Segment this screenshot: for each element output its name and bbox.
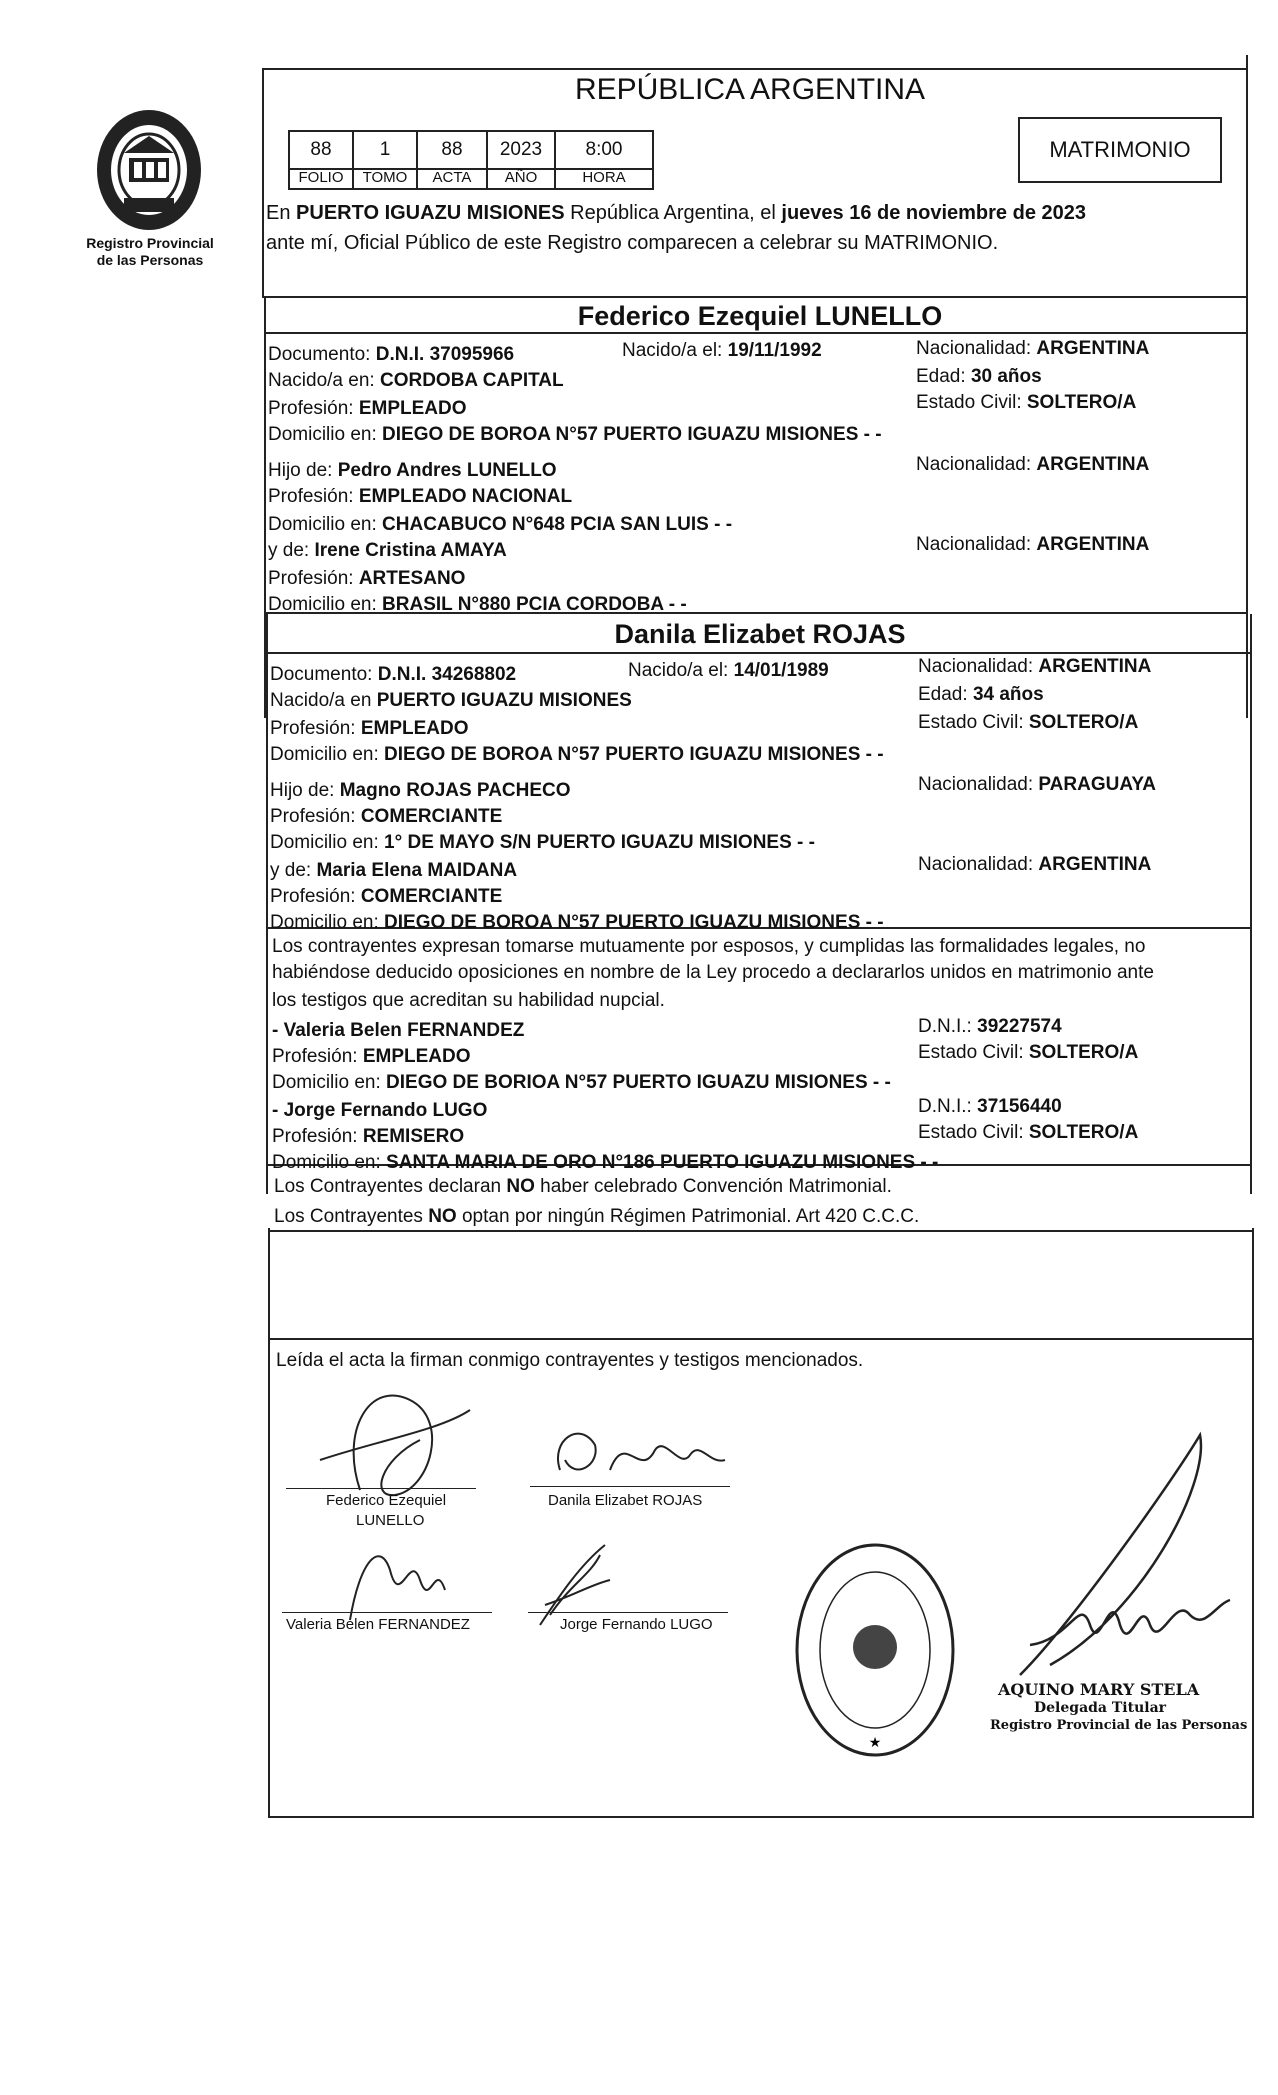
frame-sep-signatures: [270, 1338, 1254, 1340]
spouse1-age: Edad: 30 años: [916, 366, 1042, 387]
country-title: REPÚBLICA ARGENTINA: [574, 73, 926, 106]
declaration-line1: Los contrayentes expresan tomarse mutuamente por esposos, y cumplidas las formalidades legales, no: [272, 936, 1146, 957]
witness2-sign-line: [528, 1612, 728, 1613]
official-org: Registro Provincial de las Personas: [990, 1718, 1248, 1733]
witness2-addr: Domicilio en: SANTA MARIA DE ORO N°186 PUERTO IGUAZU MISIONES - -: [272, 1152, 939, 1173]
witness1-sign-name: Valeria Belen FERNANDEZ: [286, 1616, 470, 1633]
frame-bottom: [270, 1816, 1254, 1818]
spouse1-mother-prof: Profesión: ARTESANO: [268, 568, 466, 589]
tomo-value: 1: [352, 130, 418, 170]
spouse2-father: Hijo de: Magno ROJAS PACHECO: [270, 780, 571, 801]
logo-caption-line2: de las Personas: [96, 252, 204, 268]
spouse2-sign-line: [530, 1486, 730, 1487]
acta-value: 88: [416, 130, 488, 170]
province-logo: [84, 98, 214, 238]
tomo-label: TOMO: [352, 168, 418, 190]
witness2-name: - Jorge Fernando LUGO: [272, 1100, 488, 1121]
spouse1-signature: [300, 1370, 480, 1510]
witness1-signature: [320, 1520, 470, 1630]
spouse2-age: Edad: 34 años: [918, 684, 1044, 705]
hora-value: 8:00: [554, 130, 654, 170]
frame-right-top: [1246, 55, 1248, 298]
spouse2-born: Nacido/a el: 14/01/1989: [628, 660, 829, 681]
official-signature: [990, 1425, 1240, 1685]
witness1-dni: D.N.I.: 39227574: [918, 1016, 1062, 1037]
spouse2-name: Danila Elizabet ROJAS: [614, 619, 906, 649]
official-name: AQUINO MARY STELA: [998, 1680, 1200, 1699]
witness1-sign-line: [282, 1612, 492, 1613]
spouse1-mother-nat: Nacionalidad: ARGENTINA: [916, 534, 1150, 555]
intro-line1: En PUERTO IGUAZU MISIONES República Argentina, el jueves 16 de noviembre de 2023: [266, 202, 1086, 224]
intro-line2: ante mí, Oficial Público de este Registro comparecen a celebrar su MATRIMONIO.: [266, 232, 999, 254]
witness2-dni: D.N.I.: 37156440: [918, 1096, 1062, 1117]
witness1-name: - Valeria Belen FERNANDEZ: [272, 1020, 525, 1041]
spouse1-nat: Nacionalidad: ARGENTINA: [916, 338, 1150, 359]
frame-sep-header: [262, 296, 1248, 298]
act-type-box: MATRIMONIO: [1018, 117, 1222, 183]
spouse1-father-nat: Nacionalidad: ARGENTINA: [916, 454, 1150, 475]
spouse1-name: Federico Ezequiel LUNELLO: [577, 301, 943, 331]
spouse2-father-prof: Profesión: COMERCIANTE: [270, 806, 503, 827]
acta-label: ACTA: [416, 168, 488, 190]
spouse2-father-nat: Nacionalidad: PARAGUAYA: [918, 774, 1156, 795]
spouse1-born: Nacido/a el: 19/11/1992: [622, 340, 822, 361]
logo-caption: [60, 235, 240, 269]
folio-value: 88: [288, 130, 354, 170]
spouse2-signature: [540, 1410, 740, 1490]
spouse1-father-addr: Domicilio en: CHACABUCO N°648 PCIA SAN LUIS - -: [268, 514, 733, 535]
declaration-line2: habiéndose deducido oposiciones en nombre de la Ley procedo a declararlos unidos en matrimonio ante: [272, 962, 1154, 983]
spouse1-mother: y de: Irene Cristina AMAYA: [268, 540, 507, 561]
convention-note: Los Contrayentes declaran NO haber celebrado Convención Matrimonial.: [274, 1176, 892, 1197]
frame-sep-name2: [266, 652, 1252, 654]
official-stamp: [790, 1535, 960, 1765]
anio-value: 2023: [486, 130, 556, 170]
frame-sep-name1: [264, 332, 1248, 334]
spouse1-doc: Documento: D.N.I. 37095966: [268, 344, 515, 365]
spouse2-father-addr: Domicilio en: 1° DE MAYO S/N PUERTO IGUAZU MISIONES - -: [270, 832, 815, 853]
declaration-line3: los testigos que acreditan su habilidad nupcial.: [272, 990, 665, 1011]
spouse1-mother-addr: Domicilio en: BRASIL N°880 PCIA CORDOBA - -: [268, 594, 687, 615]
frame-sep-blank: [268, 1230, 1252, 1232]
spouse1-sign-line: [286, 1488, 476, 1489]
spouse1-addr: Domicilio en: DIEGO DE BOROA N°57 PUERTO IGUAZU MISIONES - -: [268, 424, 882, 445]
anio-label: AÑO: [486, 168, 556, 190]
frame-left-top: [262, 68, 264, 298]
signatures-intro: Leída el acta la firman conmigo contrayentes y testigos mencionados.: [276, 1350, 864, 1371]
spouse2-doc: Documento: D.N.I. 34268802: [270, 664, 517, 685]
spouse2-mother-addr: Domicilio en: DIEGO DE BOROA N°57 PUERTO IGUAZU MISIONES - -: [270, 912, 884, 933]
spouse2-mother-prof: Profesión: COMERCIANTE: [270, 886, 503, 907]
hora-label: HORA: [554, 168, 654, 190]
spouse1-sign-name2: LUNELLO: [356, 1512, 425, 1529]
spouse1-father: Hijo de: Pedro Andres LUNELLO: [268, 460, 557, 481]
spouse2-civil: Estado Civil: SOLTERO/A: [918, 712, 1139, 733]
regime-note: Los Contrayentes NO optan por ningún Régimen Patrimonial. Art 420 C.C.C.: [274, 1206, 920, 1227]
intro-place: PUERTO IGUAZU MISIONES: [296, 202, 565, 224]
intro-date: jueves 16 de noviembre de 2023: [781, 202, 1086, 224]
witness2-prof: Profesión: REMISERO: [272, 1126, 465, 1147]
frame-left-spouse2: [266, 614, 268, 1194]
witness1-addr: Domicilio en: DIEGO DE BORIOA N°57 PUERTO IGUAZU MISIONES - -: [272, 1072, 891, 1093]
spouse1-sign-name1: Federico Ezequiel: [326, 1492, 447, 1509]
spouse1-civil: Estado Civil: SOLTERO/A: [916, 392, 1137, 413]
spouse2-mother-nat: Nacionalidad: ARGENTINA: [918, 854, 1152, 875]
spouse2-addr: Domicilio en: DIEGO DE BOROA N°57 PUERTO IGUAZU MISIONES - -: [270, 744, 884, 765]
spouse2-mother: y de: Maria Elena MAIDANA: [270, 860, 518, 881]
frame-right-spouse1: [1246, 298, 1248, 718]
svg-text:★: ★: [868, 1735, 882, 1751]
witness1-civil: Estado Civil: SOLTERO/A: [918, 1042, 1139, 1063]
witness1-prof: Profesión: EMPLEADO: [272, 1046, 471, 1067]
spouse2-birthplace: Nacido/a en PUERTO IGUAZU MISIONES: [270, 690, 632, 711]
folio-label: FOLIO: [288, 168, 354, 190]
spouse2-nat: Nacionalidad: ARGENTINA: [918, 656, 1152, 677]
spouse2-prof: Profesión: EMPLEADO: [270, 718, 469, 739]
spouse1-father-prof: Profesión: EMPLEADO NACIONAL: [268, 486, 573, 507]
logo-caption-line1: Registro Provincial: [86, 235, 214, 251]
frame-right-spouse2: [1250, 614, 1252, 1194]
witness2-sign-name: Jorge Fernando LUGO: [560, 1616, 713, 1633]
spouse1-prof: Profesión: EMPLEADO: [268, 398, 467, 419]
frame-left-bottom: [268, 1228, 270, 1818]
frame-top: [262, 68, 1248, 70]
frame-right-bottom: [1252, 1228, 1254, 1818]
spouse1-birthplace: Nacido/a en: CORDOBA CAPITAL: [268, 370, 564, 391]
witness2-civil: Estado Civil: SOLTERO/A: [918, 1122, 1139, 1143]
spouse2-sign-name: Danila Elizabet ROJAS: [548, 1492, 703, 1509]
official-title: Delegada Titular: [1034, 1700, 1167, 1716]
